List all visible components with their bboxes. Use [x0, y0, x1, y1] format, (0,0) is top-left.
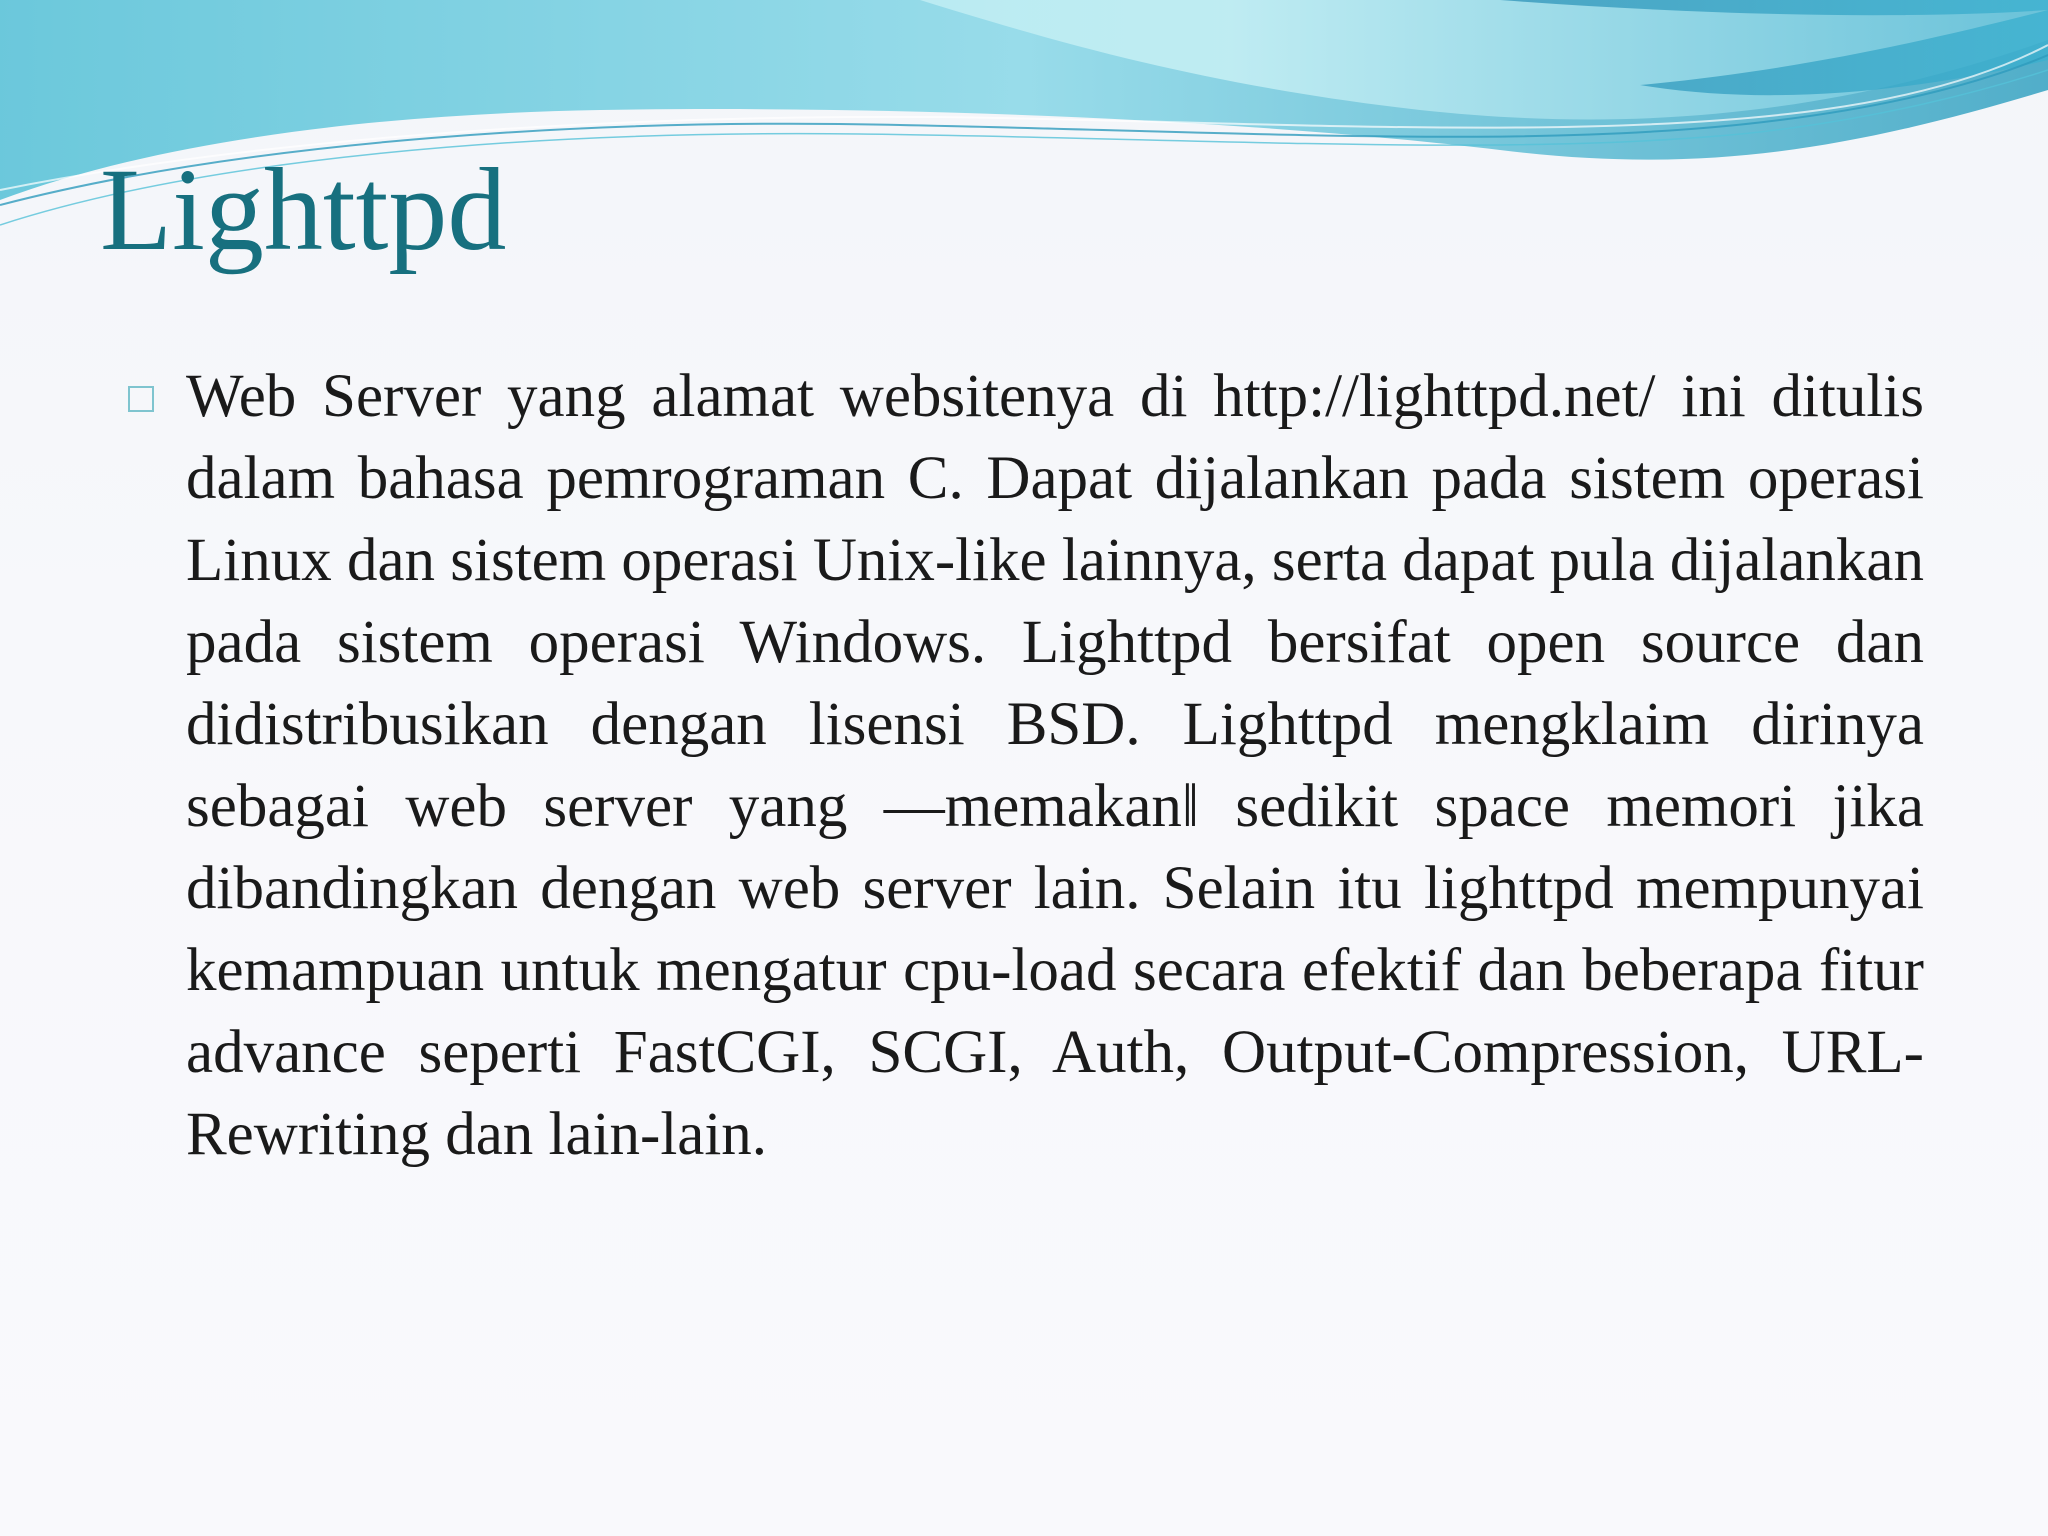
- square-bullet-icon: [128, 386, 154, 412]
- bullet-text: Web Server yang alamat websitenya di http://lighttpd.net/ ini ditulis dalam bahasa pemrograman C. Dapat dijalankan pada sistem operasi Linux dan sistem operasi Unix-like lainnya, serta dapat pula dijalankan pada sistem operasi Windows. Lighttpd bersifat open source dan didistribusikan dengan lisensi BSD. Lighttpd mengklaim dirinya sebagai web server yang ―memakan‖ sedikit space memori jika dibandingkan dengan web server lain. Selain itu lighttpd mempunyai kemampuan untuk mengatur cpu-load secara efektif dan beberapa fitur advance seperti FastCGI, SCGI, Auth, Output-Compression, URL-Rewriting dan lain-lain.: [186, 363, 1924, 1168]
- slide-title: Lighttpd: [100, 144, 507, 275]
- bullet-item: [128, 356, 1924, 1176]
- bullet-list: [128, 356, 1924, 1176]
